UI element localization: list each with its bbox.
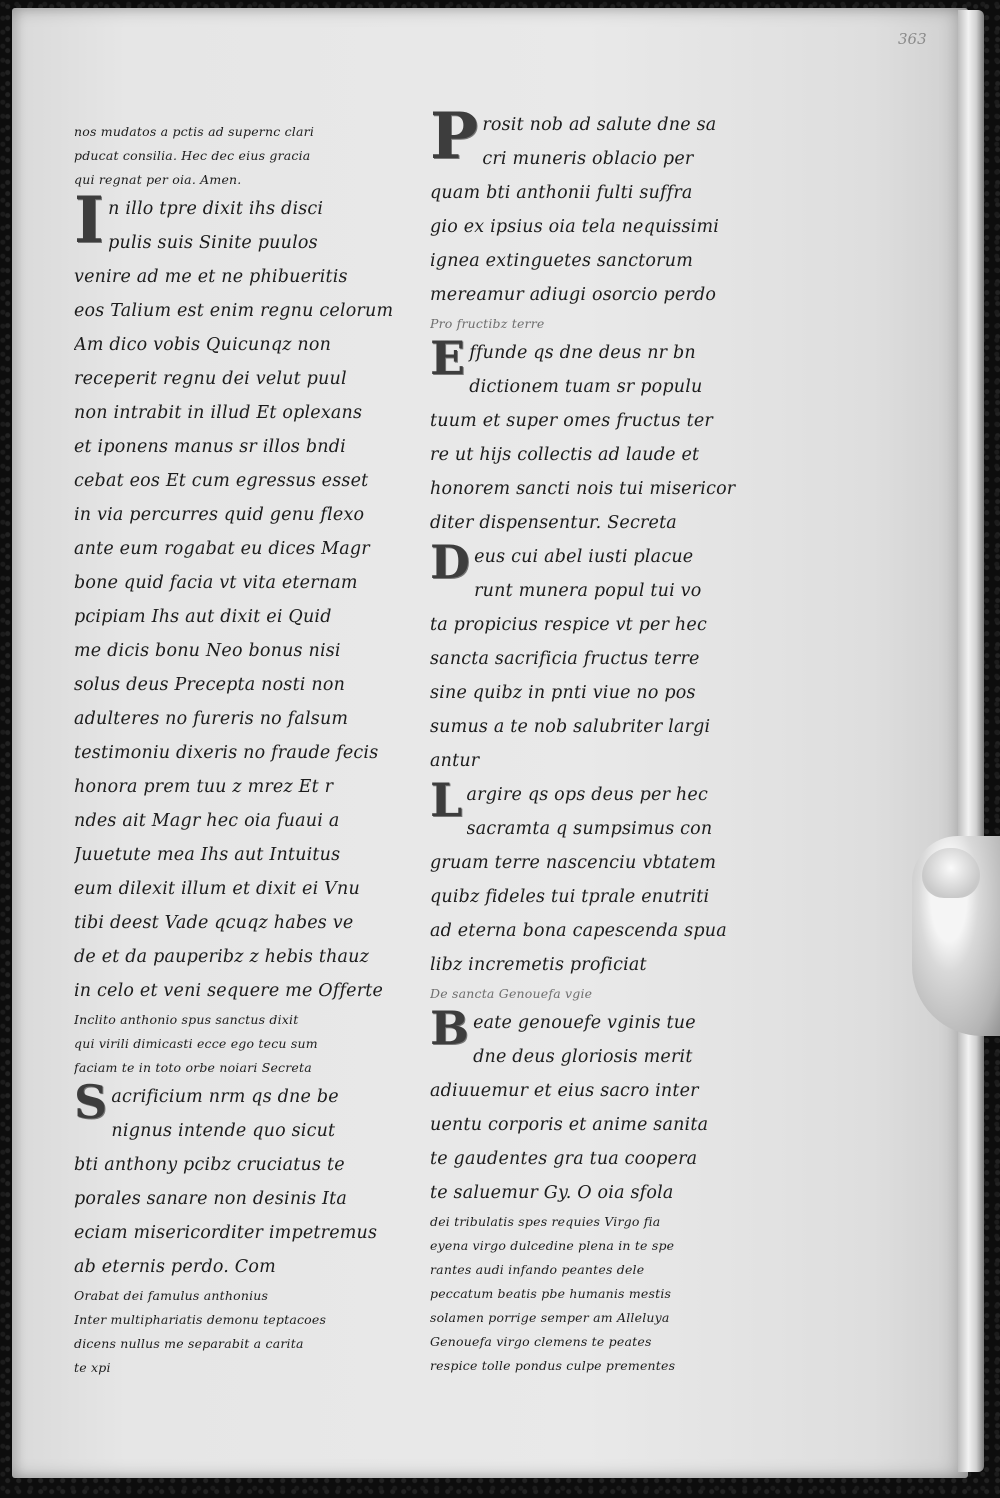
line-text: libz incremetis proficiat [430, 955, 647, 975]
right-column-line [467, 812, 775, 846]
left-column-line [111, 1114, 414, 1148]
line-text: diter dispensentur. Secreta [430, 513, 677, 533]
line-text: respice tolle pondus culpe prementes [430, 1358, 676, 1373]
right-column-line [430, 176, 775, 210]
line-text: cri muneris oblacio per [482, 149, 694, 169]
left-text-column [74, 120, 414, 1380]
line-text: sacramta q sumpsimus con [466, 819, 713, 839]
right-column-line [430, 438, 775, 472]
left-column-line [74, 430, 414, 464]
right-column-line [430, 744, 775, 778]
line-text: Orabat dei famulus anthonius [74, 1288, 269, 1303]
line-text: solus deus Precepta nosti non [74, 675, 346, 695]
line-text: mereamur adiugi osorcio perdo [430, 285, 717, 305]
left-column-line [74, 532, 414, 566]
line-text: runt munera popul tui vo [474, 581, 702, 601]
line-text: tuum et super omes fructus ter [430, 411, 713, 431]
line-text: honora prem tuu z mrez Et r [74, 777, 334, 797]
left-column-line [74, 1284, 414, 1308]
line-text: eos Talium est enim regnu celorum [74, 301, 394, 321]
line-text: acrificium nrm qs dne be [111, 1087, 339, 1107]
line-text: dei tribulatis spes requies Virgo fia [430, 1214, 661, 1229]
decorated-initial: P [430, 99, 479, 174]
line-text: venire ad me et ne phibueritis [74, 267, 348, 287]
left-column-line [74, 1032, 414, 1056]
line-text: ndes ait Magr hec oia fuaui a [74, 811, 340, 831]
left-column-line [74, 1308, 414, 1332]
line-text: faciam te in toto orbe noiari Secreta [74, 1060, 312, 1075]
left-column-line [74, 168, 414, 192]
line-text: uentu corporis et anime sanita [430, 1115, 709, 1135]
line-text: te gaudentes gra tua coopera [430, 1149, 698, 1169]
right-column-line [430, 1258, 775, 1282]
left-column-line [74, 1356, 414, 1380]
line-text: porales sanare non desinis Ita [74, 1189, 348, 1209]
line-text: nignus intende quo sicut [111, 1121, 336, 1141]
decorated-initial: I [74, 183, 105, 258]
line-text: pcipiam Ihs aut dixit ei Quid [74, 607, 332, 627]
right-column-line [430, 1234, 775, 1258]
line-text: nos mudatos a pctis ad supernc clari [74, 124, 315, 139]
line-text: De sancta Genouefa vgie [430, 986, 593, 1001]
left-column-line [74, 838, 414, 872]
line-text: te saluemur Gy. O oia sfola [430, 1183, 674, 1203]
line-text: antur [430, 751, 480, 771]
left-column-line [74, 770, 414, 804]
line-text: eyena virgo dulcedine plena in te spe [430, 1238, 675, 1253]
line-text: quibz fideles tui tprale enutriti [430, 887, 710, 907]
thumbnail-nail [922, 848, 980, 898]
right-column-line [430, 773, 775, 827]
left-column-line [74, 260, 414, 294]
line-text: n illo tpre dixit ihs disci [108, 199, 324, 219]
line-text: sancta sacrificia fructus terre [430, 649, 700, 669]
right-column-line [430, 710, 775, 744]
line-text: honorem sancti nois tui misericor [430, 479, 736, 499]
line-text: bone quid facia vt vita eternam [74, 573, 358, 593]
right-column-line [430, 676, 775, 710]
line-text: me dicis bonu Neo bonus nisi [74, 641, 341, 661]
line-text: ignea extinguetes sanctorum [430, 251, 693, 271]
line-text: dicens nullus me separabit a carita [74, 1336, 304, 1351]
left-column-line [74, 668, 414, 702]
right-column-line [474, 574, 775, 608]
line-text: peccatum beatis pbe humanis mestis [430, 1286, 672, 1301]
line-text: eate genouefe vginis tue [473, 1013, 696, 1033]
left-column-line [74, 294, 414, 328]
right-column-line [469, 370, 775, 404]
left-column-line [74, 804, 414, 838]
folio-number: 363 [898, 30, 927, 48]
right-column-line [430, 1176, 775, 1210]
right-column-line [430, 278, 775, 312]
line-text: Pro fructibz terre [430, 316, 545, 331]
decorated-initial: D [430, 535, 471, 589]
line-text: ante eum rogabat eu dices Magr [74, 539, 370, 559]
left-column-line [74, 1332, 414, 1356]
line-text: adulteres no fureris no falsum [74, 709, 349, 729]
left-column-line [74, 1182, 414, 1216]
line-text: eus cui abel iusti placue [474, 547, 694, 567]
left-column-line [74, 144, 414, 168]
line-text: ad eterna bona capescenda spua [430, 921, 727, 941]
right-column-line [430, 880, 775, 914]
left-column-line [74, 600, 414, 634]
left-column-line [74, 906, 414, 940]
right-column-line [430, 506, 775, 540]
right-column-line [430, 1074, 775, 1108]
line-text: in via percurres quid genu flexo [74, 505, 365, 525]
right-column-line [430, 1282, 775, 1306]
line-text: non intrabit in illud Et oplexans [74, 403, 363, 423]
left-column-line [74, 464, 414, 498]
right-column-line [430, 982, 775, 1006]
right-column-line [482, 142, 775, 176]
left-column-line [74, 1148, 414, 1182]
left-column-line [74, 1250, 414, 1284]
line-text: qui regnat per oia. Amen. [74, 172, 242, 187]
line-text: ta propicius respice vt per hec [430, 615, 707, 635]
left-column-line [108, 226, 414, 260]
right-column-line [430, 1330, 775, 1354]
left-column-line [74, 362, 414, 396]
line-text: rantes audi infando peantes dele [430, 1262, 645, 1277]
right-column-line [430, 608, 775, 642]
line-text: sumus a te nob salubriter largi [430, 717, 711, 737]
left-column-line [74, 1216, 414, 1250]
left-column-line [74, 566, 414, 600]
line-text: Inclito anthonio spus sanctus dixit [74, 1012, 299, 1027]
right-column-line [430, 1306, 775, 1330]
line-text: ab eternis perdo. Com [74, 1257, 276, 1277]
right-column-line [473, 1040, 775, 1074]
left-column-line [74, 498, 414, 532]
right-column-line [430, 948, 775, 982]
line-text: Genouefa virgo clemens te peates [430, 1334, 652, 1349]
left-column-line [74, 1056, 414, 1080]
right-column-line [430, 244, 775, 278]
line-text: pducat consilia. Hec dec eius gracia [74, 148, 311, 163]
left-column-line [74, 1008, 414, 1032]
line-text: argire qs ops deus per hec [466, 785, 708, 805]
line-text: rosit nob ad salute dne sa [482, 115, 717, 135]
right-column-line [430, 1108, 775, 1142]
line-text: gio ex ipsius oia tela nequissimi [430, 217, 720, 237]
decorated-initial: L [430, 773, 463, 827]
right-column-line [430, 535, 775, 589]
left-column-line [74, 634, 414, 668]
line-text: eciam misericorditer impetremus [74, 1223, 378, 1243]
decorated-initial: B [430, 1001, 470, 1055]
right-column-line [430, 914, 775, 948]
line-text: pulis suis Sinite puulos [108, 233, 318, 253]
right-column-line [430, 404, 775, 438]
line-text: dictionem tuam sr populu [469, 377, 703, 397]
line-text: Juuetute mea Ihs aut Intuitus [74, 845, 341, 865]
right-column-line [430, 1210, 775, 1234]
line-text: qui virili dimicasti ecce ego tecu sum [74, 1036, 318, 1051]
line-text: re ut hijs collectis ad laude et [430, 445, 700, 465]
right-column-line [430, 642, 775, 676]
line-text: tibi deest Vade qcuqz habes ve [74, 913, 354, 933]
left-column-line [74, 940, 414, 974]
line-text: gruam terre nascenciu vbtatem [430, 853, 717, 873]
line-text: adiuuemur et eius sacro inter [430, 1081, 699, 1101]
left-column-line [74, 120, 414, 144]
margin-offset-mark [18, 692, 58, 730]
right-column-line [430, 472, 775, 506]
line-text: testimoniu dixeris no fraude fecis [74, 743, 379, 763]
right-column-line [430, 210, 775, 244]
decorated-initial: S [74, 1075, 108, 1129]
right-column-line [430, 1142, 775, 1176]
right-column-line [430, 312, 775, 336]
line-text: eum dilexit illum et dixit ei Vnu [74, 879, 360, 899]
line-text: dne deus gloriosis merit [473, 1047, 693, 1067]
right-column-line [430, 1001, 775, 1055]
page-edge [958, 10, 984, 1472]
right-column-line [430, 846, 775, 880]
left-column-line [74, 974, 414, 1008]
decorated-initial: E [430, 331, 466, 385]
left-column-line [74, 396, 414, 430]
line-text: ffunde qs dne deus nr bn [469, 343, 696, 363]
line-text: sine quibz in pnti viue no pos [430, 683, 696, 703]
line-text: de et da pauperibz z hebis thauz [74, 947, 370, 967]
line-text: in celo et veni sequere me Offerte [74, 981, 384, 1001]
line-text: quam bti anthonii fulti suffra [430, 183, 693, 203]
left-column-line [74, 872, 414, 906]
right-text-column [430, 99, 775, 1378]
line-text: bti anthony pcibz cruciatus te [74, 1155, 345, 1175]
left-column-line [74, 1075, 414, 1129]
line-text: cebat eos Et cum egressus esset [74, 471, 369, 491]
line-text: receperit regnu dei velut puul [74, 369, 347, 389]
line-text: te xpi [74, 1360, 111, 1375]
left-column-line [74, 328, 414, 362]
line-text: et iponens manus sr illos bndi [74, 437, 346, 457]
line-text: solamen porrige semper am Alleluya [430, 1310, 670, 1325]
line-text: Inter multiphariatis demonu teptacoes [74, 1312, 327, 1327]
right-column-line [430, 331, 775, 385]
line-text: Am dico vobis Quicunqz non [74, 335, 332, 355]
left-column-line [74, 702, 414, 736]
left-column-line [74, 736, 414, 770]
right-column-line [430, 1354, 775, 1378]
